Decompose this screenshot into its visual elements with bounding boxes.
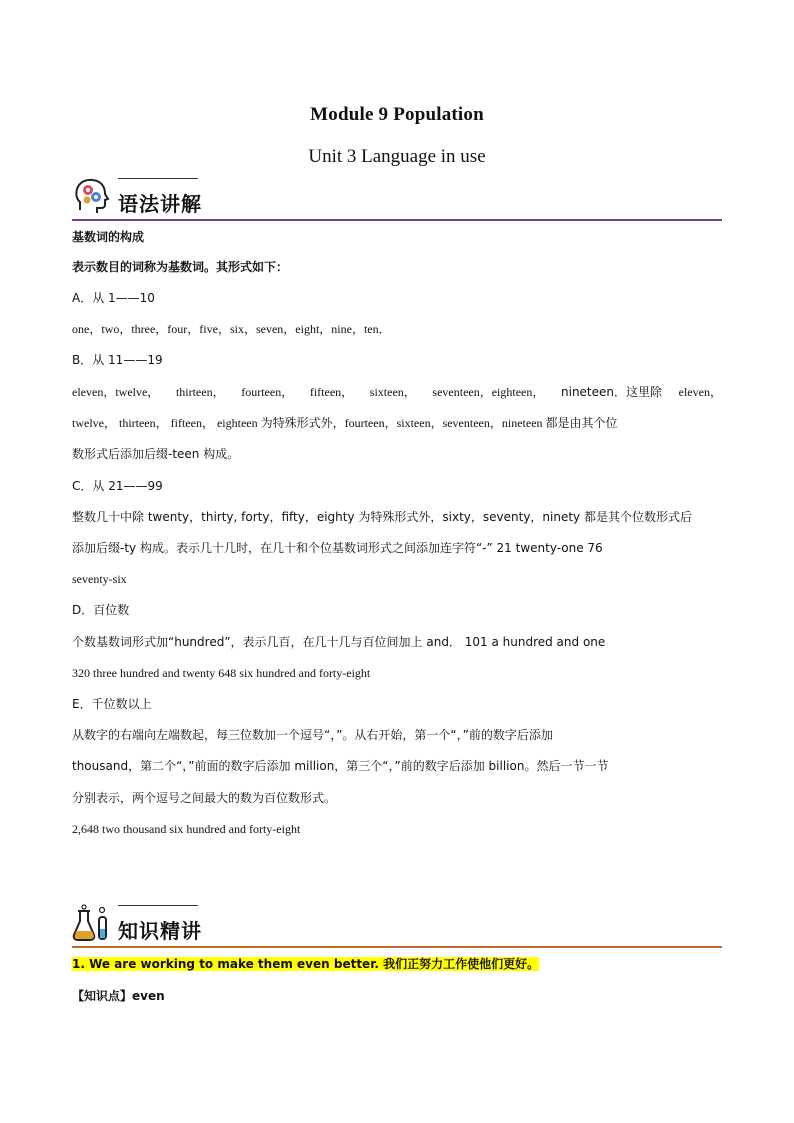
page-subtitle: Unit 3 Language in use [308,146,486,167]
section-heading: 知识精讲 [118,919,202,943]
item-e-example: 2,648 two thousand six hundred and forty-eight [72,822,301,836]
item-e-line1: 从数字的右端向左端数起，每三位数加一个逗号“，”。从右开始，第一个“，”前的数字后添加 [72,728,553,742]
grammar-definition: 表示数目的词称为基数词。其形式如下： [72,260,289,274]
text-segment: thirteen， [175,385,225,399]
grammar-topic: 基数词的构成 [72,230,145,244]
text-segment: eleven， [678,385,722,399]
item-d-line2: 320 three hundred and twenty 648 six hundred and forty-eight [72,666,371,680]
text-segment: nineteen．这里除 [561,385,663,399]
item-d-line1: 个数基数词形式加“hundred”，表示几百，在几十几与百位间加上 and． 101 a hundred and one [72,635,606,649]
item-e-line3: 分别表示，两个逗号之间最大的数为百位数形式。 [72,791,337,805]
item-e-label: E．千位数以上 [72,697,152,711]
header-decor-line [118,905,198,906]
section-rule [72,946,722,948]
item-c-line1: 整数几十中除 twenty，thirty, forty，fifty，eighty 为特殊形式外，sixty，seventy，ninety 都是其个位数形式后 [72,510,692,524]
text-segment: fifteen， [309,385,354,399]
item-a-label: A．从 1——10 [72,291,155,305]
knowledge-point: 【知识点】even [72,989,165,1003]
item-d-label: D．百位数 [72,603,130,617]
item-c-label: C．从 21——99 [72,479,163,493]
section-rule [72,219,722,221]
head-gears-icon [72,176,112,216]
item-c-line2: 添加后缀-ty 构成。表示几十几时，在几十和个位基数词形式之间添加连字符“-” 21 twenty-one 76 [72,541,603,555]
section-heading: 语法讲解 [118,192,202,216]
item-a-text: one，two，three，four，five，six，seven，eight，nine，ten． [72,322,391,336]
item-e-line2: thousand，第二个“，”前面的数字后添加 million，第三个“，”前的数字后添加 billion。然后一节一节 [72,759,609,773]
highlighted-sentence: 1. We are working to make them even better. 我们正努力工作使他们更好。 [72,957,540,971]
example-sentence [72,956,722,972]
section-header-grammar [72,176,722,220]
text-segment: sixteen， [369,385,416,399]
item-b-line2: twelve， thirteen， fifteen， eighteen 为特殊形式外，fourteen，sixteen，seventeen，nineteen 都是由其个位 [72,416,618,430]
item-b-line1 [72,384,722,400]
section-header-knowledge [72,903,722,947]
item-b-label: B．从 11——19 [72,353,163,367]
page-title: Module 9 Population [310,104,484,125]
lab-flask-icon [72,903,112,943]
text-segment: seventeen，eighteen， [432,385,545,399]
text-segment: fourteen， [241,385,294,399]
header-decor-line [118,178,198,179]
item-b-line3: 数形式后添加后缀-teen 构成。 [72,447,240,461]
item-c-line3: seventy-six [72,572,127,586]
text-segment: eleven，twelve， [72,385,160,399]
